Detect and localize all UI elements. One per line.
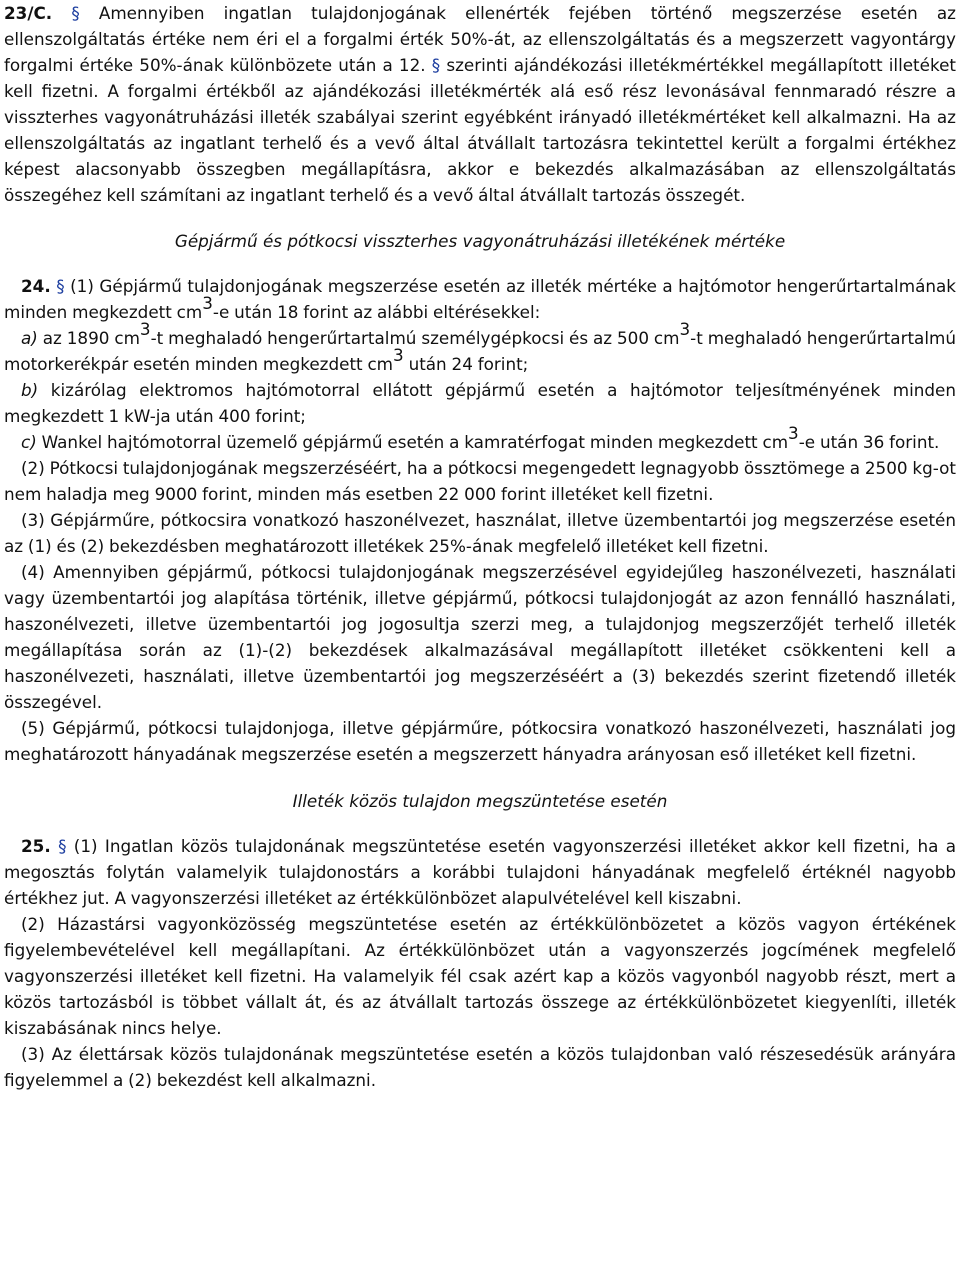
section-number: 24. bbox=[21, 276, 51, 296]
superscript: 3 bbox=[202, 293, 213, 313]
section-24-point-b bbox=[4, 377, 956, 429]
superscript: 3 bbox=[679, 319, 691, 339]
paragraph-link[interactable]: § bbox=[58, 836, 67, 856]
section-text: -t meghaladó hengerűrtartalmú motorkerékpár esetén minden megkezdett cm bbox=[4, 328, 956, 374]
paragraph-link[interactable]: § bbox=[71, 3, 80, 23]
section-text: az 1890 cm bbox=[42, 328, 140, 348]
section-text: -t meghaladó hengerűrtartalmú személygépkocsi és az 500 cm bbox=[150, 328, 680, 348]
section-23c bbox=[4, 0, 956, 208]
superscript: 3 bbox=[139, 319, 151, 339]
section-text: (1) Ingatlan közös tulajdonának megszüntetése esetén vagyonszerzési illetéket akkor kell fizetni, ha a megosztás folytán valamelyik tulajdonostárs a korábbi tulajdoni hányadának megfelelő értéknél nagyobb értékhez jut. A vagyonszerzési illetéket az értékkülönbözet alapulvételével kell kiszabni. bbox=[4, 836, 956, 908]
point-label: b) bbox=[21, 380, 39, 400]
section-text: szerinti ajándékozási illetékmértékkel megállapított illetéket kell fizetni. A forgalmi értékből az ajándékozási illetékmérték alá eső rész levonásával fennmaradó részre a visszterhes vagyonátruházási illeték szabályai szerint egyébként irányadó illetékmértéket kell alkalmazni. Ha az ellenszolgáltatás az ingatlant terhelő és a vevő által átvállalt tartozásra tekintettel került a forgalmi értékhez képest alacsonyabb összegben megállapításra, akkor e bekezdés alkalmazásában az ellenszolgáltatás összegéhez kell számítani az ingatlant terhelő és a vevő által átvállalt tartozás összegét. bbox=[4, 55, 956, 205]
section-24-intro bbox=[4, 273, 956, 325]
section-text: után 24 forint; bbox=[408, 354, 529, 374]
paragraph-link[interactable]: § bbox=[56, 276, 65, 296]
section-24-paragraph-5: (5) Gépjármű, pótkocsi tulajdonjoga, illetve gépjárműre, pótkocsira vonatkozó haszonélvezeti, használati jog meghatározott hányadának megszerzése esetén a megszerzett hányadra arányosan eső illetéket kell fizetni. bbox=[4, 718, 956, 764]
section-heading: Gépjármű és pótkocsi visszterhes vagyonátruházási illetékének mértéke bbox=[174, 231, 786, 251]
section-text: Wankel hajtómotorral üzemelő gépjármű esetén a kamratérfogat minden megkezdett cm bbox=[41, 432, 789, 452]
section-text: (1) Gépjármű tulajdonjogának megszerzése esetén az illeték mértéke a hajtómotor hengerűrtartalmának minden megkezdett cm bbox=[4, 276, 956, 322]
section-25-paragraph-2: (2) Házastársi vagyonközösség megszüntetése esetén az értékkülönbözetet a közös vagyon értékének figyelembevételével kell megállapítani. Az értékkülönbözet után a vagyonszerzés jogcímének megfelelő vagyonszerzési illetéket kell fizetni. Ha valamelyik fél csak azért kap a közös vagyonból nagyobb részt, mert a közös tartozásból is többet vállalt át, és az átvállalt tartozás összege az értékkülönbözetet kiegyenlíti, illeték kiszabásának nincs helye. bbox=[4, 914, 956, 1038]
section-number: 23/C. bbox=[4, 3, 53, 23]
superscript: 3 bbox=[788, 423, 799, 443]
section-number: 25. bbox=[21, 836, 51, 856]
section-25-paragraph-3: (3) Az élettársak közös tulajdonának megszüntetése esetén a közös tulajdonban való részesedésük arányára figyelemmel a (2) bekezdést kell alkalmazni. bbox=[4, 1044, 956, 1090]
section-heading: Illeték közös tulajdon megszüntetése esetén bbox=[292, 791, 668, 811]
section-24-paragraph-4: (4) Amennyiben gépjármű, pótkocsi tulajdonjogának megszerzésével egyidejűleg haszonélvezeti, használati vagy üzembentartói jog alapítása történik, illetve gépjármű, pótkocsi tulajdonjogát az azon fennálló használati, haszonélvezeti, illetve üzembentartói jog jogosultja szerzi meg, a tulajdonjog megszerzőjét terhelő illeték megállapítása során az (1)-(2) bekezdések alkalmazásával megállapított illetéket csökkenteni kell a haszonélvezeti, használati, illetve üzembentartói jog megszerzéséért a (3) bekezdés szerint fizetendő illeték összegével. bbox=[4, 562, 956, 712]
section-text: Amennyiben ingatlan tulajdonjogának ellenérték fejében történő megszerzése esetén az ellenszolgáltatás értéke nem éri el a forgalmi érték 50%-át, az ellenszolgáltatás és a megszerzett vagyontárgy forgalmi értéke 50%-ának különbözete után a 12. bbox=[4, 3, 956, 75]
paragraph-link[interactable]: § bbox=[431, 55, 441, 75]
section-24-point-c bbox=[4, 423, 956, 455]
superscript: 3 bbox=[393, 345, 404, 365]
section-24-paragraph-3: (3) Gépjárműre, pótkocsira vonatkozó haszonélvezet, használat, illetve üzembentartói jog megszerzése esetén az (1) és (2) bekezdésben meghatározott illetékek 25%-ának megfelelő illetéket kell fizetni. bbox=[4, 510, 956, 556]
section-25-paragraph-1 bbox=[4, 833, 956, 911]
section-text: -e után 18 forint az alábbi eltérésekkel: bbox=[212, 302, 541, 322]
section-text: -e után 36 forint. bbox=[798, 432, 940, 452]
point-label: a) bbox=[21, 328, 38, 348]
section-24-point-a bbox=[4, 319, 956, 377]
section-24-paragraph-2: (2) Pótkocsi tulajdonjogának megszerzéséért, ha a pótkocsi megengedett legnagyobb össztömege a 2500 kg-ot nem haladja meg 9000 forint, minden más esetben 22 000 forint illetéket kell fizetni. bbox=[4, 458, 956, 504]
point-label: c) bbox=[21, 432, 37, 452]
section-text: kizárólag elektromos hajtómotorral ellátott gépjármű esetén a hajtómotor teljesítményének minden megkezdett 1 kW-ja után 400 forint; bbox=[4, 380, 956, 426]
